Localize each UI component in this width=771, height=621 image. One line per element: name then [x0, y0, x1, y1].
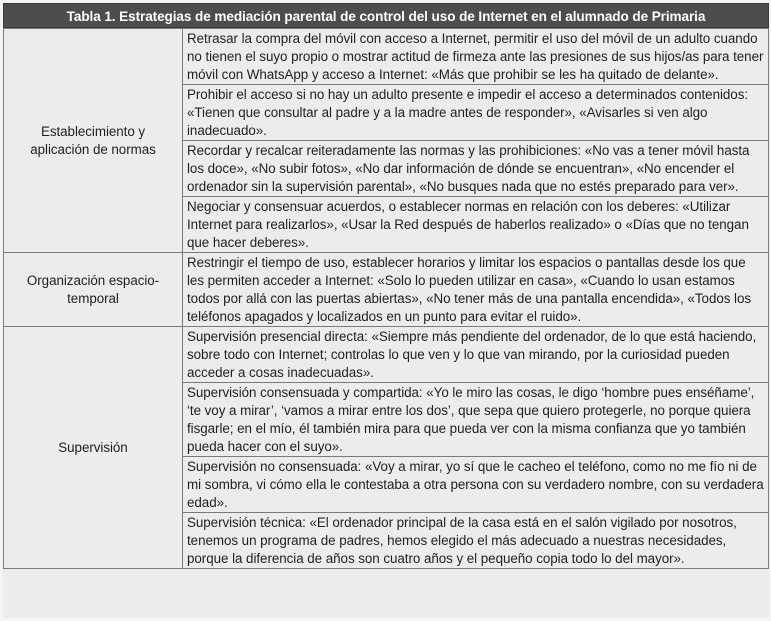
table-row	[4, 327, 769, 383]
strategy-cell: Supervisión no consensuada: «Voy a mirar, yo sí que le cacheo el teléfono, como no me fío ni de mi sombra, vi cómo ella le contestaba a otra persona con su verdadero nombre, con su verdadera edad».	[183, 457, 769, 513]
strategy-cell: Supervisión técnica: «El ordenador principal de la casa está en el salón vigilado por nosotros, tenemos un programa de padres, hemos elegido el más adecuado a nuestras necesidades, porque la diferencia de años son cuatro años y el pequeño copia todo lo del mayor».	[183, 513, 769, 569]
category-cell: Organización espacio-temporal	[4, 253, 183, 327]
table-title: Tabla 1. Estrategias de mediación parental de control del uso de Internet en el alumnado de Primaria	[3, 3, 769, 28]
strategy-cell: Prohibir el acceso si no hay un adulto presente e impedir el acceso a determinados contenidos: «Tienen que consultar al padre y a la madre antes de responder», «Avisarles si ven algo inadecuado».	[183, 85, 769, 141]
strategies-table	[3, 28, 769, 569]
strategy-cell: Recordar y recalcar reiteradamente las normas y las prohibiciones: «No vas a tener móvil hasta los doce», «No subir fotos», «No dar información de dónde se encuentran», «No encender el ordenador sin la supervisión parental», «No busques nada que no estés preparado para ver».	[183, 141, 769, 197]
category-cell: Establecimiento y aplicación de normas	[4, 29, 183, 253]
strategy-cell: Retrasar la compra del móvil con acceso a Internet, permitir el uso del móvil de un adulto cuando no tienen el suyo propio o mostrar actitud de firmeza ante las presiones de sus hijos/as para tener móvil con WhatsApp y acceso a Internet: «Más que prohibir se les ha quitado de delante».	[183, 29, 769, 85]
table-figure	[3, 3, 769, 618]
strategy-cell: Supervisión consensuada y compartida: «Yo le miro las cosas, le digo ‘hombre pues enséñame’, ‘te voy a mirar’, ‘vamos a mirar entre los dos’, que sepa que quiero protegerle, no porque quiera fisgarle; en el mío, él también mira para que pueda ver con la misma confianza que yo también pueda hacer con el suyo».	[183, 383, 769, 457]
strategy-cell: Supervisión presencial directa: «Siempre más pendiente del ordenador, de lo que está haciendo, sobre todo con Internet; controlas lo que ven y lo que van mirando, por la curiosidad pueden acceder a cosas inadecuadas».	[183, 327, 769, 383]
category-cell: Supervisión	[4, 327, 183, 569]
strategy-cell: Negociar y consensuar acuerdos, o establecer normas en relación con los deberes: «Utilizar Internet para realizarlos», «Usar la Red después de haberlos realizado» o «Días que no tengan que hacer deberes».	[183, 197, 769, 253]
table-row	[4, 29, 769, 85]
table-row	[4, 253, 769, 327]
strategy-cell: Restringir el tiempo de uso, establecer horarios y limitar los espacios o pantallas desde los que les permiten acceder a Internet: «Solo lo pueden utilizar en casa», «Cuando lo usan estamos todos por allá con las puertas abiertas», «No tener más de una pantalla encendida», «Todos los teléfonos apagados y localizados en un punto para evitar el ruido».	[183, 253, 769, 327]
